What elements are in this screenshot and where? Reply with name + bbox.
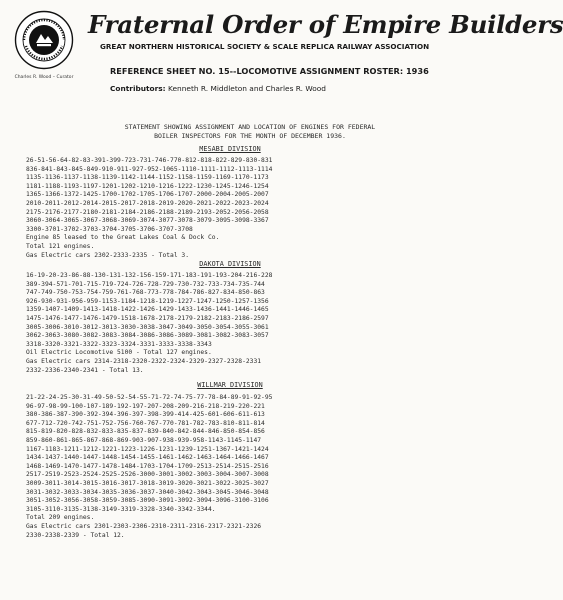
roster-line: 1365-1366-1372-1425-1700-1702-1705-1706-1707-2000-2004-2005-2007 <box>26 191 269 199</box>
roster-line: 926-930-931-956-959-1153-1184-1218-1219-1227-1247-1250-1257-1356 <box>26 297 269 305</box>
roster-line: 2175-2176-2177-2180-2181-2184-2186-2188-2189-2193-2052-2056-2058 <box>26 208 269 216</box>
roster-line: 1167-1183-1211-1212-1221-1223-1226-1231-1239-1251-1367-1421-1424 <box>26 445 269 453</box>
roster-line: 2517-2519-2523-2524-2525-2526-3000-3001-3002-3003-3004-3007-3008 <box>26 471 269 479</box>
roster-line: 1434-1437-1440-1447-1448-1454-1455-1461-1462-1463-1464-1466-1467 <box>26 454 269 462</box>
roster-line: 3051-3052-3056-3058-3059-3085-3090-3091-3092-3094-3096-3100-3106 <box>26 497 269 505</box>
roster-line: 3318-3320-3321-3322-3323-3324-3331-3333-3338-3343 <box>26 340 212 348</box>
division-roster-mesabi <box>26 157 446 260</box>
roster-line: 3105-3110-3135-3138-3149-3319-3328-3340-3342-3344. <box>26 505 216 513</box>
roster-line: 677-712-720-742-751-752-756-760-767-770-781-782-783-810-811-814 <box>26 419 265 427</box>
roster-line: 1359-1407-1409-1413-1418-1422-1426-1429-1433-1436-1441-1446-1465 <box>26 306 269 314</box>
roster-note: Engine 85 leased to the Great Lakes Coal & Dock Co. <box>26 234 220 242</box>
statement-heading <box>80 123 420 140</box>
roster-total: Oil Electric Locomotive 5100 - Total 127 engines. <box>26 349 212 357</box>
roster-line: 380-386-387-390-392-394-396-397-398-399-414-425-601-606-611-613 <box>26 411 265 419</box>
roster-line: 747-749-750-753-754-759-761-768-773-778-784-786-827-834-850-863 <box>26 289 265 297</box>
division-title: WILLMAR DIVISION <box>197 381 263 389</box>
division-roster-willmar <box>26 394 446 540</box>
division-roster-dakota <box>26 272 446 375</box>
roster-line: 859-860-861-865-867-868-869-903-907-938-939-958-1143-1145-1147 <box>26 436 262 444</box>
contributors-names: Kenneth R. Middleton and Charles R. Wood <box>168 84 326 93</box>
roster-gas-electric: Gas Electric cars 2301-2303-2306-2310-2311-2316-2317-2321-2326 <box>26 522 262 530</box>
roster-line: 21-22-24-25-30-31-49-50-52-54-55-71-72-74-75-77-78-84-89-91-92-95 <box>26 394 273 401</box>
roster-gas-electric: 2332-2336-2340-2341 - Total 13. <box>26 366 144 374</box>
roster-line: 16-19-20-23-86-88-130-131-132-156-159-171-183-191-193-204-216-228 <box>26 272 273 279</box>
division-title: MESABI DIVISION <box>199 145 261 153</box>
seal-caption: Charles R. Wood – Curator <box>14 75 74 80</box>
contributors-line <box>110 84 326 93</box>
roster-total: Total 209 engines. <box>26 514 95 522</box>
roster-line: 3005-3006-3010-3012-3013-3030-3038-3047-3049-3050-3054-3055-3061 <box>26 323 269 331</box>
roster-total: Total 121 engines. <box>26 242 95 250</box>
organization-subtitle: GREAT NORTHERN HISTORICAL SOCIETY & SCALE REPLICA RAILWAY ASSOCIATION <box>100 42 430 51</box>
roster-line: 389-394-571-701-715-719-724-726-728-729-730-732-733-734-735-744 <box>26 280 265 288</box>
roster-line: 1468-1469-1470-1477-1478-1484-1703-1704-1709-2513-2514-2515-2516 <box>26 462 269 470</box>
statement-line: STATEMENT SHOWING ASSIGNMENT AND LOCATION OF ENGINES FOR FEDERAL <box>124 123 376 131</box>
roster-line: 815-819-820-828-832-833-835-837-839-840-842-844-846-850-854-856 <box>26 428 265 436</box>
roster-line: 1475-1476-1477-1476-1479-1518-1678-2178-2179-2182-2183-2186-2597 <box>26 314 269 322</box>
roster-gas-electric: Gas Electric cars 2302-2333-2335 - Total 3. <box>26 251 190 259</box>
reference-sheet-title: REFERENCE SHEET NO. 15--LOCOMOTIVE ASSIGNMENT ROSTER: 1936 <box>110 66 429 76</box>
statement-line: BOILER INSPECTORS FOR THE MONTH OF DECEMBER 1936. <box>154 131 346 140</box>
division-heading-willmar <box>0 381 460 389</box>
roster-line: 96-97-98-99-100-107-189-192-197-207-208-209-216-218-219-220-221 <box>26 402 265 410</box>
roster-gas-electric: 2330-2338-2339 - Total 12. <box>26 531 125 539</box>
contributors-label: Contributors: <box>110 84 166 93</box>
roster-line: 3300-3701-3702-3703-3704-3705-3706-3707-3708 <box>26 225 193 233</box>
roster-gas-electric: Gas Electric cars 2314-2318-2320-2322-2324-2329-2327-2328-2331 <box>26 357 262 365</box>
roster-line: 3062-3063-3080-3082-3083-3084-3086-3086-3089-3081-3082-3083-3057 <box>26 332 269 340</box>
roster-line: 3031-3032-3033-3034-3035-3036-3037-3040-3042-3043-3045-3046-3048 <box>26 488 269 496</box>
roster-line: 836-841-843-845-849-910-911-927-952-1065-1110-1111-1112-1113-1114 <box>26 165 273 173</box>
letterhead <box>0 0 563 120</box>
roster-line: 2010-2011-2012-2014-2015-2017-2018-2019-2020-2021-2022-2023-2024 <box>26 199 269 207</box>
roster-line: 3009-3011-3014-3015-3016-3017-3018-3019-3020-3021-3022-3025-3027 <box>26 479 269 487</box>
roster-line: 26-51-56-64-82-83-391-399-723-731-746-770-812-818-822-829-830-831 <box>26 157 273 164</box>
roster-line: 3060-3064-3065-3067-3068-3069-3074-3077-3078-3079-3095-3098-3367 <box>26 217 269 225</box>
division-heading-dakota <box>0 260 460 268</box>
roster-line: 1181-1188-1193-1197-1201-1202-1210-1216-1222-1230-1245-1246-1254 <box>26 182 269 190</box>
roster-line: 1135-1136-1137-1138-1139-1142-1144-1152-1158-1159-1169-1170-1173 <box>26 174 269 182</box>
division-title: DAKOTA DIVISION <box>199 260 261 268</box>
division-heading-mesabi <box>0 145 460 153</box>
organization-title: Fraternal Order of Empire Builders <box>88 10 563 39</box>
society-seal-logo <box>14 10 74 70</box>
